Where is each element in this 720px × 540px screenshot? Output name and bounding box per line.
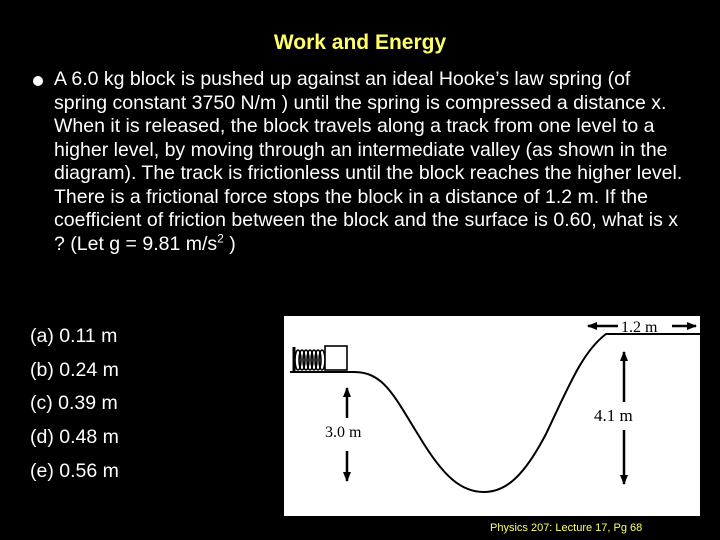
problem-text-main: A 6.0 kg block is pushed up against an ideal Hooke’s law spring (of spring constant 3750 N/m ) until the spring is compressed a distance x. When it is released, the block travels along a track from one level to a higher level, by moving through an intermediate valley (as shown in the diagram). The track is frictionless until the block reaches the higher level. There is a frictional force stops the block in a distance of 1.2 m. If the coefficient of friction between the block and the surface is 0.60, what is x ? (Let g = 9.81 m/s — [54, 68, 683, 255]
rise-height-label: 4.1 m — [594, 406, 633, 425]
choice-c: (c) 0.39 m — [30, 392, 118, 415]
block-shape — [325, 346, 347, 370]
problem-statement — [33, 68, 693, 256]
track-diagram-svg — [284, 316, 700, 516]
problem-exponent: 2 — [217, 231, 224, 245]
track-curve — [290, 334, 700, 492]
choice-e: (e) 0.56 m — [30, 459, 119, 482]
choice-d: (d) 0.48 m — [30, 426, 119, 449]
choice-a: (a) 0.11 m — [30, 325, 118, 347]
slide-title: Work and Energy — [273, 31, 447, 54]
spring-icon — [295, 350, 325, 370]
drop-height-label: 3.0 m — [325, 424, 362, 441]
answer-choices — [30, 320, 119, 489]
choice-b: (b) 0.24 m — [30, 358, 119, 381]
track-diagram — [284, 316, 700, 516]
problem-text-end: ) — [223, 232, 236, 255]
stop-distance-label: 1.2 m — [621, 319, 658, 336]
slide-footer: Physics 207: Lecture 17, Pg 68 — [490, 522, 643, 534]
bullet-icon — [33, 76, 43, 86]
problem-text — [54, 68, 684, 256]
